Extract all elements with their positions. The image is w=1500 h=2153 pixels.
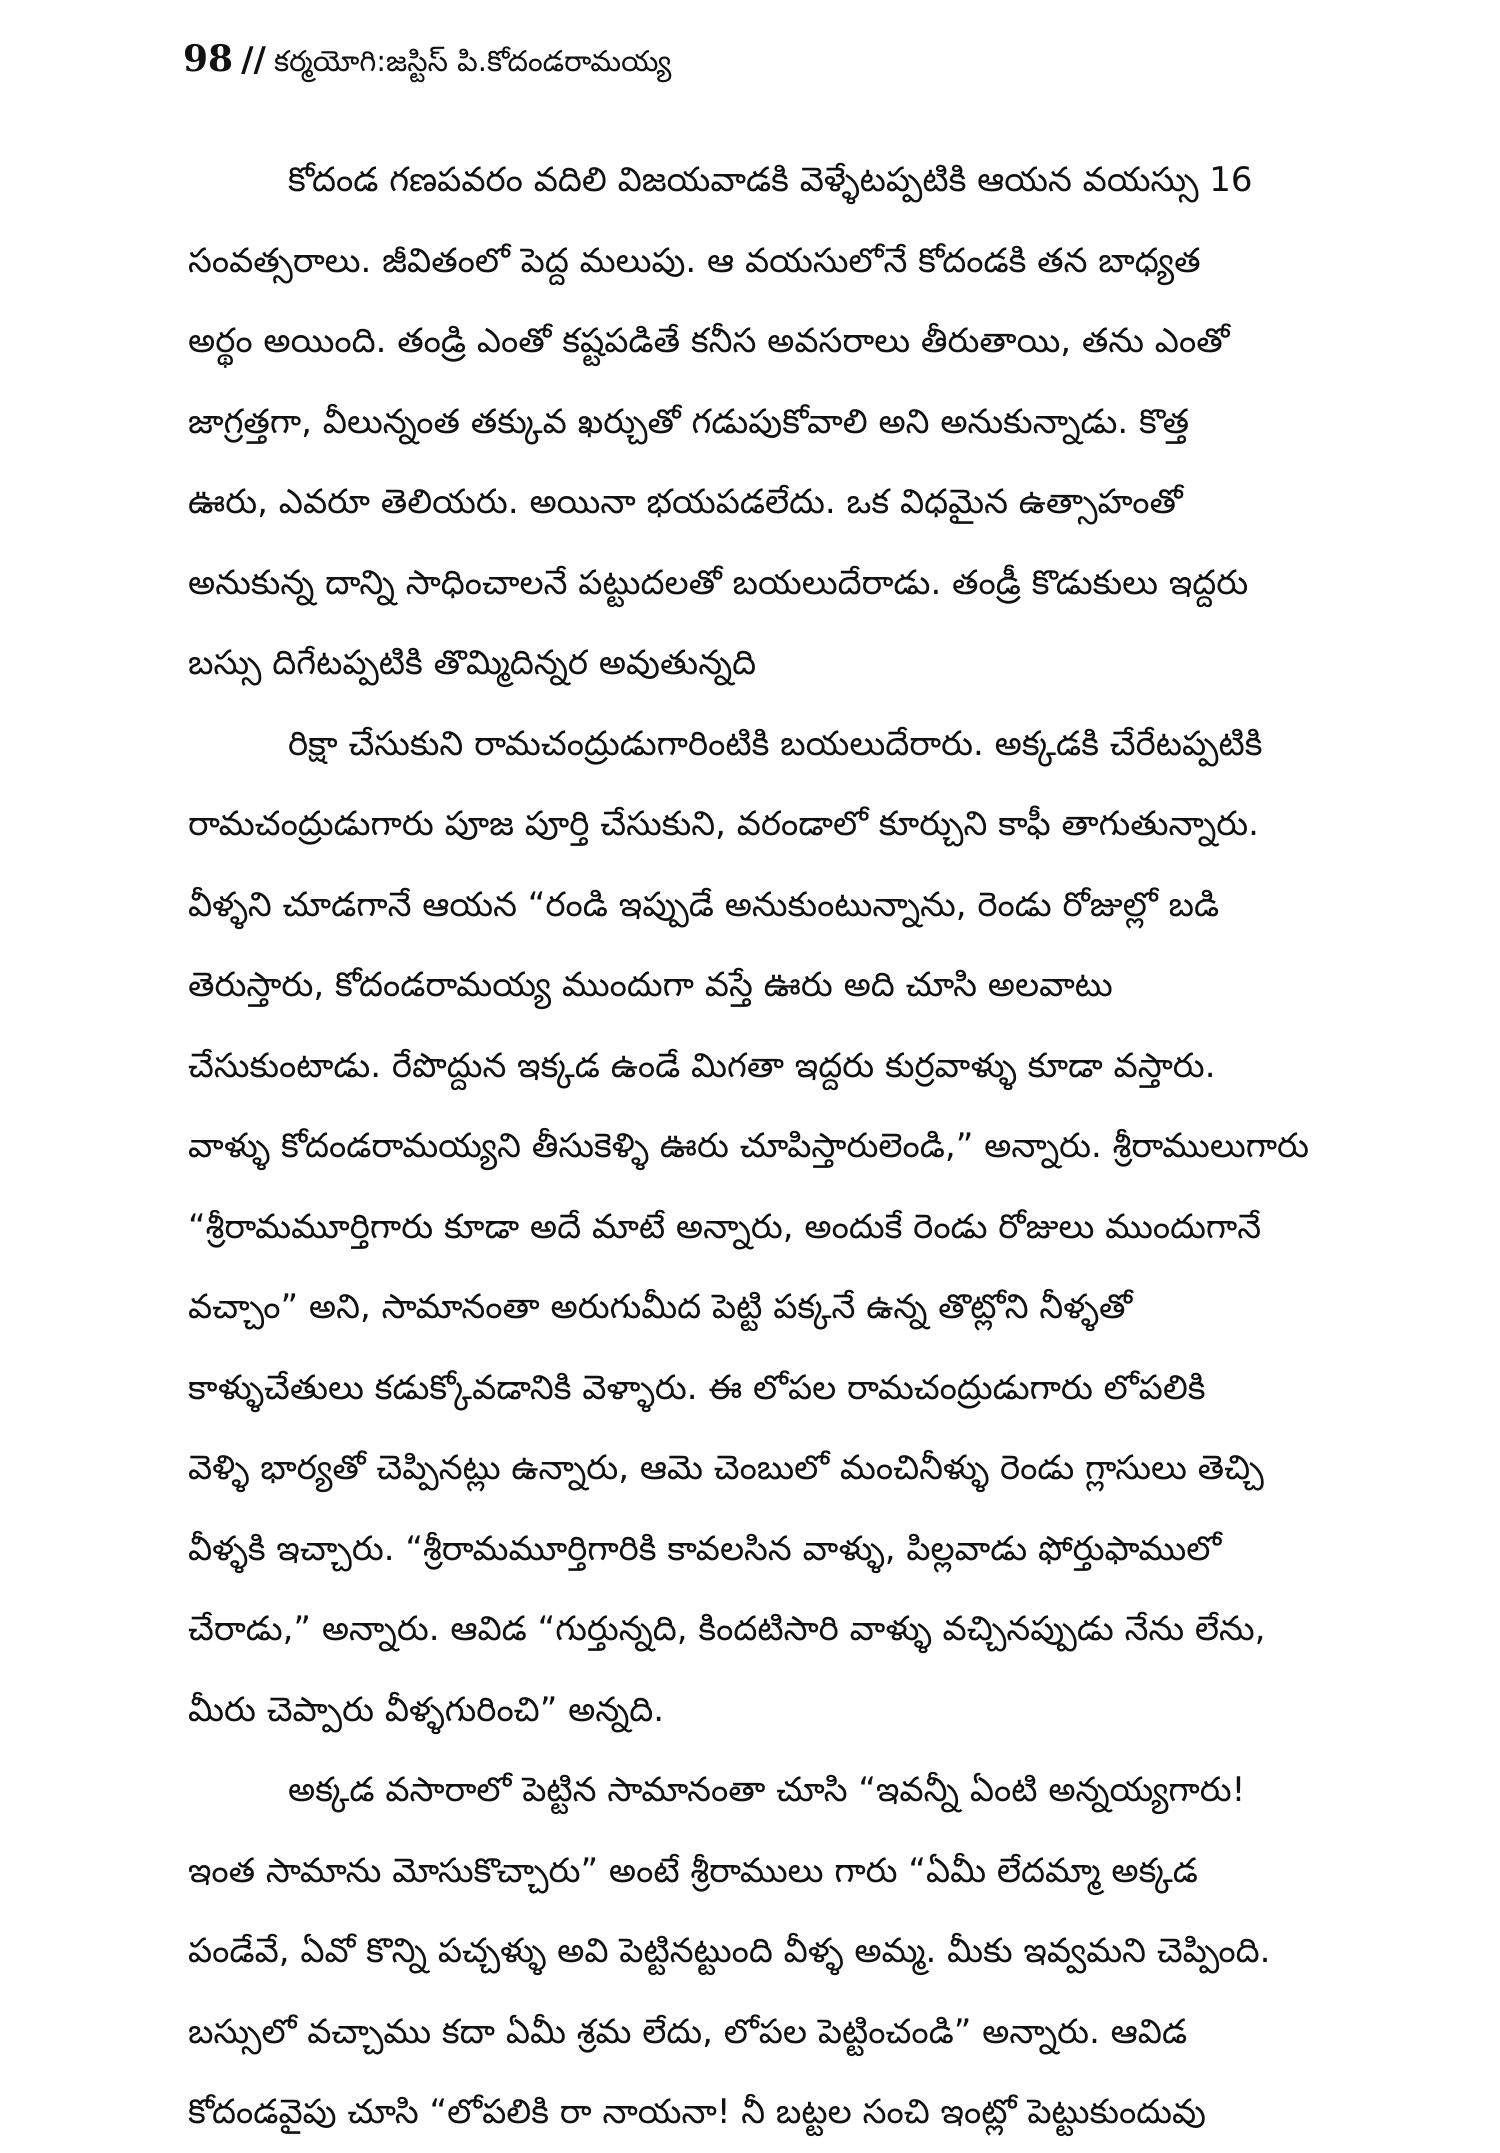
text-line: అర్థం అయింది. తండ్రి ఎంతో కష్టపడితే కనీస అవసరాలు తీరుతాయి, తను ఎంతో — [188, 321, 1230, 361]
text-line: బస్సులో వచ్చాము కదా ఏమీ శ్రమ లేదు, లోపల పెట్టించండి” అన్నారు. ఆవిడ — [188, 2011, 1188, 2052]
text-line: మీరు చెప్పారు వీళ్ళగురించి” అన్నది. — [188, 1689, 665, 1730]
text-line: బస్సు దిగేటప్పటికి తొమ్మిదిన్నర అవుతున్నది — [188, 643, 757, 683]
text-line: చేసుకుంటాడు. రేపొద్దున ఇక్కడ ఉండే మిగతా ఇద్దరు కుర్రవాళ్ళు కూడా వస్తారు. — [188, 1045, 1216, 1086]
text-line: కాళ్ళుచేతులు కడుక్కోవడానికి వెళ్ళారు. ఈ లోపల రామచంద్రుడుగారు లోపలికి — [188, 1367, 1206, 1408]
text-line: జాగ్రత్తగా, వీలున్నంత తక్కువ ఖర్చుతో గడుపుకోవాలి అని అనుకున్నాడు. కొత్త — [188, 401, 1190, 442]
text-line: అనుకున్న దాన్ని సాధించాలనే పట్టుదలతో బయలుదేరాడు. తండ్రీ కొడుకులు ఇద్దరు — [188, 562, 1249, 603]
header-separator: // — [241, 40, 266, 80]
text-line: తెరుస్తారు, కోదండరామయ్య ముందుగా వస్తే ఊరు అది చూసి అలవాటు — [188, 965, 1113, 1005]
text-line: పండేవే, ఏవో కొన్ని పచ్చళ్ళు అవి పెట్టినట్టుంది వీళ్ళ అమ్మ. మీకు ఇవ్వమని చెప్పింది. — [188, 1931, 1271, 1971]
text-line: అక్కడ వసారాలో పెట్టిన సామానంతా చూసి “ఇవన్నీ ఏంటి అన్నయ్యగారు! — [288, 1770, 1246, 1810]
paragraph-2 — [188, 704, 1338, 1751]
book-title: కర్మయోగి:జస్టిస్ పి.కోదండరామయ్య — [273, 44, 672, 78]
text-line: సంవత్సరాలు. జీవితంలో పెద్ద మలుపు. ఆ వయసులోనే కోదండకి తన బాధ్యత — [188, 240, 1201, 281]
text-line: వాళ్ళు కోదండరామయ్యని తీసుకెళ్ళి ఊరు చూపిస్తారులెండి,” అన్నారు. శ్రీరాములుగారు — [188, 1126, 1309, 1166]
text-line: చేరాడు,” అన్నారు. ఆవిడ “గుర్తున్నది, కిందటిసారి వాళ్ళు వచ్చినప్పుడు నేను లేను, — [188, 1609, 1266, 1649]
paragraph-1 — [188, 140, 1338, 704]
text-line: కోదండవైపు చూసి “లోపలికి రా నాయనా! నీ బట్టల సంచి ఇంట్లో పెట్టుకుందువు — [188, 2092, 1206, 2132]
paragraph-3 — [188, 1750, 1338, 2153]
running-head — [183, 38, 671, 90]
text-line: రిక్షా చేసుకుని రామచంద్రుడుగారింటికి బయలుదేరారు. అక్కడకి చేరేటప్పటికి — [288, 723, 1263, 764]
body-text — [188, 140, 1338, 2153]
text-line: రామచంద్రుడుగారు పూజ పూర్తి చేసుకుని, వరండాలో కూర్చుని కాఫీ తాగుతున్నారు. — [188, 804, 1259, 844]
text-line: వీళ్ళని చూడగానే ఆయన “రండి ఇప్పుడే అనుకుంటున్నాను, రెండు రోజుల్లో బడి — [188, 884, 1220, 925]
text-line: ఊరు, ఎవరూ తెలియరు. అయినా భయపడలేదు. ఒక విధమైన ఉత్సాహంతో — [188, 482, 1183, 522]
text-line: వీళ్ళకి ఇచ్చారు. “శ్రీరామమూర్తిగారికి కావలసిన వాళ్ళు, పిల్లవాడు ఫోర్తుఫాములో — [188, 1528, 1222, 1569]
text-line: వచ్చాం” అని, సామానంతా అరుగుమీద పెట్టి పక్కనే ఉన్న తొట్లోని నీళ్ళతో — [188, 1287, 1133, 1327]
text-line: ఇంత సామాను మోసుకొచ్చారు” అంటే శ్రీరాములు గారు “ఏమీ లేదమ్మా అక్కడ — [188, 1850, 1198, 1891]
page-number: 98 — [183, 38, 234, 80]
text-line: “శ్రీరామమూర్తిగారు కూడా అదే మాటే అన్నారు, అందుకే రెండు రోజులు ముందుగానే — [188, 1206, 1262, 1247]
text-line: వెళ్ళి భార్యతో చెప్పినట్లు ఉన్నారు, ఆమె చెంబులో మంచినీళ్ళు రెండు గ్లాసులు తెచ్చి — [188, 1448, 1264, 1488]
text-line: కోదండ గణపవరం వదిలి విజయవాడకి వెళ్ళేటప్పటికి ఆయన వయస్సు 16 — [288, 160, 1253, 200]
